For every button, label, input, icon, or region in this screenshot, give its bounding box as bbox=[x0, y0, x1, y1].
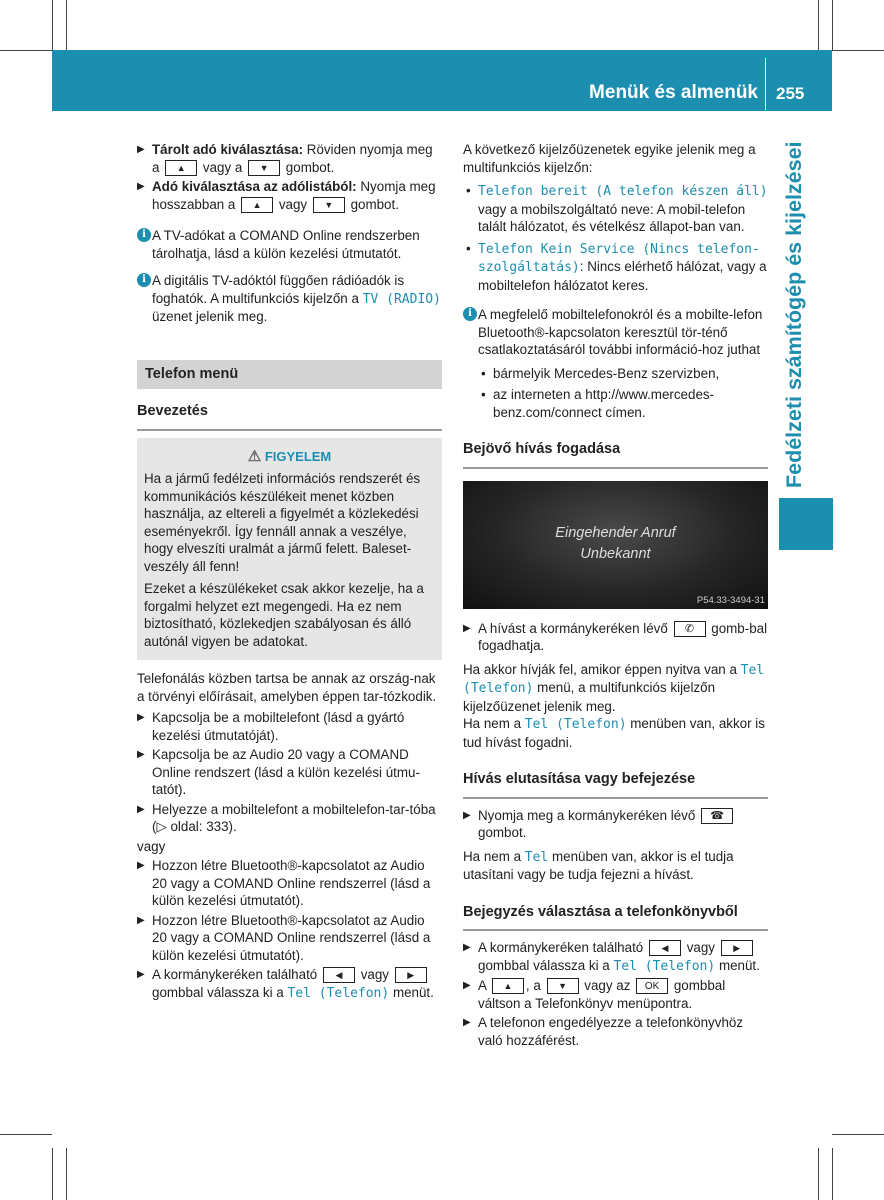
arrow-bullet-icon: ▶ bbox=[137, 712, 145, 723]
list-item: ▶ Adó kiválasztása az adólistából: Nyomja meg hosszabban a ▲ vagy ▼ gombot. bbox=[137, 179, 436, 212]
display-message: Tel (Telefon) bbox=[613, 958, 716, 974]
crop-mark bbox=[0, 1134, 52, 1135]
screen-caller-title: Eingehender Anruf bbox=[555, 524, 676, 541]
section-title: Telefon menü bbox=[137, 360, 442, 390]
display-message: Tel (Telefon) bbox=[287, 985, 390, 1001]
list-item: ▶ Kapcsolja be a mobiltelefont (lásd a gyártó kezelési útmutatóját). bbox=[137, 710, 405, 743]
ok-key-icon: OK bbox=[636, 978, 668, 994]
display-message: Tel (Telefon) bbox=[463, 662, 765, 696]
right-key-icon: ▶ bbox=[721, 940, 753, 956]
list-item: ▶ A kormánykeréken található ◀ vagy ▶ gombbal válassza ki a Tel (Telefon) menüt. bbox=[463, 940, 760, 974]
bullet-icon: • bbox=[481, 387, 486, 402]
paragraph: A következő kijelzőüzenetek egyike jelenik meg a multifunkciós kijelzőn: bbox=[463, 142, 756, 175]
right-column bbox=[463, 141, 768, 1051]
warning-text: Ezeket a készülékeket csak akkor kezelje, ha a forgalmi helyzet ezt megengedi. Ha ez nem biztosítható, közlekedjen szabályosan és álló autónál vigyen be adatokat. bbox=[144, 581, 424, 649]
arrow-bullet-icon: ▶ bbox=[137, 969, 145, 980]
crop-mark bbox=[832, 1148, 833, 1200]
section-heading: Hívás elutasítása vagy befejezése bbox=[463, 771, 768, 799]
right-key-icon: ▶ bbox=[395, 967, 427, 983]
bullet-icon: • bbox=[466, 240, 471, 256]
list-item: ▶ A ▲ , a ▼ vagy az OK gombbal váltson a Telefonkönyv menüpontra. bbox=[463, 978, 726, 1011]
display-message: Tel bbox=[524, 849, 549, 865]
list-item: • Telefon bereit (A telefon készen áll) vagy a mobilszolgáltató neve: A mobil-telefon talált hálózatot, és vételkész állapot-ban van. bbox=[466, 183, 768, 234]
arrow-bullet-icon: ▶ bbox=[463, 942, 471, 953]
info-note: i A megfelelő mobiltelefonokról és a mobilte-lefon Bluetooth®-kapcsolaton keresztül tör-ténő csatlakoztatásáról további információ-hoz juthat • bármelyik Mercedes-Benz szervizben, • az interneten a http://www.mercedes-benz.com/connect címen. bbox=[463, 306, 768, 421]
crop-mark bbox=[66, 1148, 67, 1200]
display-message: Telefon bereit (A telefon készen áll) bbox=[478, 184, 768, 199]
arrow-bullet-icon: ▶ bbox=[463, 622, 471, 634]
arrow-bullet-icon: ▶ bbox=[137, 181, 145, 192]
paragraph: Ha akkor hívják fel, amikor éppen nyitva van a Tel (Telefon) menü, a multifunkciós kijelzőn kijelzőüzenet jelenik meg. bbox=[463, 661, 765, 714]
side-tab-block bbox=[779, 498, 833, 550]
page-title: Menük és almenük bbox=[589, 82, 758, 103]
arrow-bullet-icon: ▶ bbox=[137, 803, 145, 815]
crop-mark bbox=[832, 1134, 884, 1135]
crop-mark bbox=[832, 0, 833, 50]
info-icon: i bbox=[137, 228, 151, 242]
crop-mark bbox=[818, 1148, 819, 1200]
paragraph: Telefonálás közben tartsa be annak az ország-nak a törvényi előírásait, amelyben éppen tar-tózkodik. bbox=[137, 671, 437, 704]
crop-mark bbox=[66, 0, 67, 50]
list-item: ▶ Hozzon létre Bluetooth®-kapcsolatot az Audio 20 vagy a COMAND Online rendszerrel (lásd a külön kezelési útmutatót). bbox=[137, 912, 431, 963]
arrow-bullet-icon: ▶ bbox=[137, 749, 145, 760]
arrow-bullet-icon: ▶ bbox=[137, 860, 145, 871]
side-chapter-label: Fedélzeti számítógép és kijelzései bbox=[782, 141, 806, 488]
list-item: ▶ Kapcsolja be az Audio 20 vagy a COMAND Online rendszert (lásd a külön kezelési útmu-tatót). bbox=[137, 747, 420, 797]
info-icon: i bbox=[463, 307, 477, 321]
figure-code: P54.33-3494-31 bbox=[696, 594, 765, 606]
list-item: ▶ A hívást a kormánykeréken lévő ✆ gomb-bal fogadhatja. bbox=[463, 620, 768, 653]
crop-mark bbox=[52, 0, 53, 50]
display-screenshot bbox=[463, 481, 768, 609]
section-heading: Bejövő hívás fogadása bbox=[463, 441, 768, 469]
arrow-bullet-icon: ▶ bbox=[463, 980, 471, 991]
display-message: Telefon Kein Service (Nincs telefon-szolgáltatás) bbox=[478, 241, 760, 275]
arrow-bullet-icon: ▶ bbox=[463, 809, 471, 821]
list-item: ▶ Tárolt adó kiválasztása: Röviden nyomja meg a ▲ vagy a ▼ gombot. bbox=[137, 142, 433, 175]
info-note: i A digitális TV-adóktól függően rádióadók is foghatók. A multifunkciós kijelzőn a TV (RADIO) üzenet jelenik meg. bbox=[137, 272, 442, 326]
paragraph: Ha nem a Tel menüben van, akkor is el tudja utasítani vagy be tudja fejezni a hívást. bbox=[463, 848, 734, 882]
left-column bbox=[137, 141, 442, 1004]
up-key-icon: ▲ bbox=[241, 197, 273, 213]
warning-box bbox=[137, 438, 442, 661]
list-item: ▶ Nyomja meg a kormánykeréken lévő ☎ gombot. bbox=[463, 807, 768, 842]
paragraph: Ha nem a Tel (Telefon) menüben van, akkor is tud hívást fogadni. bbox=[463, 716, 765, 750]
up-key-icon: ▲ bbox=[492, 978, 524, 994]
crop-mark bbox=[52, 1148, 53, 1200]
list-item: • az interneten a http://www.mercedes-benz.com/connect címen. bbox=[481, 387, 715, 420]
left-key-icon: ◀ bbox=[323, 967, 355, 983]
section-heading: Bevezetés bbox=[137, 403, 442, 431]
arrow-bullet-icon: ▶ bbox=[137, 144, 145, 155]
list-item: • Telefon Kein Service (Nincs telefon-szolgáltatás): Nincs elérhető hálózat, vagy a mobiltelefon hálózatot keres. bbox=[466, 240, 767, 293]
bullet-icon: • bbox=[466, 183, 471, 198]
list-item: ▶ A kormánykeréken található ◀ vagy ▶ gombbal válassza ki a Tel (Telefon) menüt. bbox=[137, 967, 434, 1001]
crop-mark bbox=[818, 0, 819, 50]
display-message: Tel (Telefon) bbox=[524, 717, 627, 732]
section-heading: Bejegyzés választása a telefonkönyvből bbox=[463, 904, 768, 932]
arrow-bullet-icon: ▶ bbox=[137, 914, 145, 926]
screen-caller-name: Unbekannt bbox=[580, 545, 651, 562]
end-call-key-icon: ☎ bbox=[701, 808, 733, 824]
arrow-bullet-icon: ▶ bbox=[463, 1017, 471, 1028]
left-key-icon: ◀ bbox=[649, 940, 681, 956]
list-item: ▶ Helyezze a mobiltelefont a mobiltelefon-tar-tóba (▷ oldal: 333). bbox=[137, 801, 436, 834]
list-item: ▶ A telefonon engedélyezze a telefonkönyvhöz való hozzáférést. bbox=[463, 1015, 744, 1048]
paragraph: vagy bbox=[137, 838, 166, 854]
display-message: TV (RADIO) bbox=[362, 291, 441, 307]
page-number: 255 bbox=[776, 84, 805, 103]
accept-call-key-icon: ✆ bbox=[674, 621, 706, 637]
bullet-icon: • bbox=[481, 365, 486, 381]
list-item: ▶ Hozzon létre Bluetooth®-kapcsolatot az Audio 20 vagy a COMAND Online rendszerrel (lásd a külön kezelési útmutatót). bbox=[137, 858, 431, 908]
list-item: • bármelyik Mercedes-Benz szervizben, bbox=[481, 365, 720, 381]
down-key-icon: ▼ bbox=[248, 160, 280, 176]
down-key-icon: ▼ bbox=[547, 978, 579, 994]
warning-header: ⚠ FIGYELEM bbox=[247, 447, 332, 465]
down-key-icon: ▼ bbox=[313, 197, 345, 213]
up-key-icon: ▲ bbox=[165, 160, 197, 176]
info-note: i A TV-adókat a COMAND Online rendszerben tárolhatja, lásd a külön kezelési útmutatót. bbox=[137, 227, 442, 262]
header-divider bbox=[765, 58, 766, 110]
warning-triangle-icon: ⚠ bbox=[247, 447, 262, 465]
crop-mark bbox=[0, 50, 52, 51]
warning-text: Ha a jármű fedélzeti információs rendszerét és kommunikációs készülékeit menet közben használja, az eltereli a figyelmét a közlekedési eseményekről. Így fennáll annak a veszélye, hogy elveszíti uralmát a jármű felett. Baleset-veszély áll fenn! bbox=[144, 471, 421, 574]
info-icon: i bbox=[137, 273, 151, 287]
crop-mark bbox=[832, 50, 884, 51]
